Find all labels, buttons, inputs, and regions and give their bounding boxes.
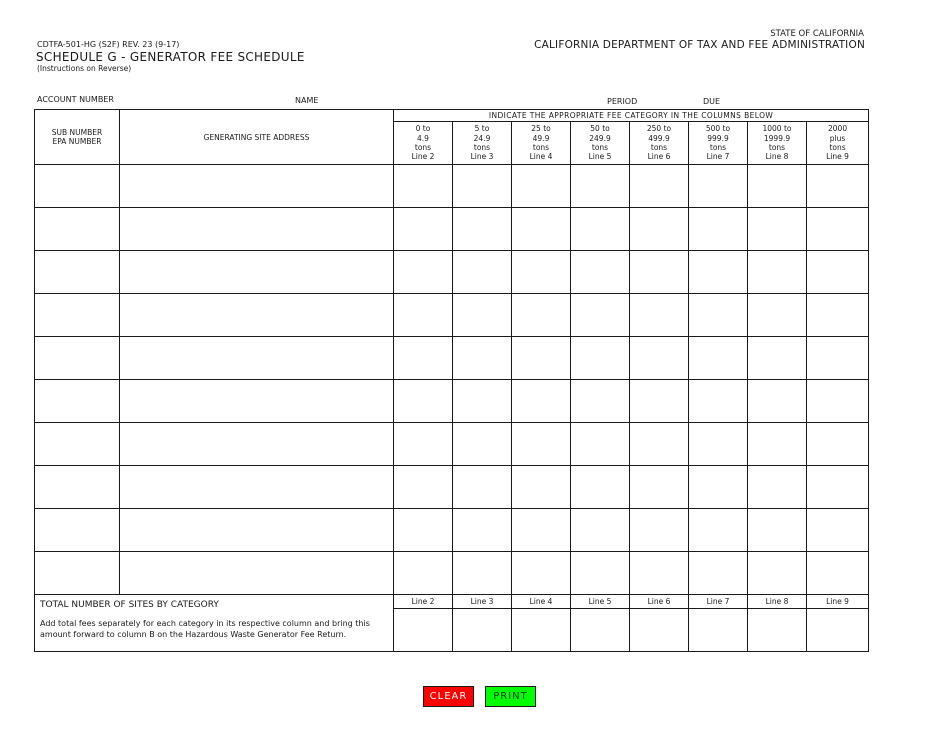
category-header-2 [394, 122, 453, 165]
sub-epa-number-field[interactable] [35, 380, 120, 423]
category-header-text: 250 to [646, 124, 672, 134]
category-9-field[interactable] [807, 208, 869, 251]
sub-epa-number-field[interactable] [35, 294, 120, 337]
category-9-field[interactable] [807, 251, 869, 294]
category-header-text: 50 to [590, 124, 610, 134]
category-header-text: tons [768, 143, 786, 152]
state-label: STATE OF CALIFORNIA [770, 29, 864, 39]
category-4-field[interactable] [512, 509, 571, 552]
site-address-field[interactable] [120, 337, 394, 380]
category-5-field[interactable] [571, 552, 630, 595]
category-6-field[interactable] [630, 251, 689, 294]
site-row [35, 509, 869, 552]
category-heading: INDICATE THE APPROPRIATE FEE CATEGORY IN THE COLUMNS BELOW [394, 110, 869, 122]
category-7-field[interactable] [689, 423, 748, 466]
category-header-text: Line 4 [529, 152, 553, 162]
form-code: CDTFA-501-HG (S2F) REV. 23 (9-17) [37, 40, 180, 49]
category-5-field[interactable] [571, 380, 630, 423]
total-category-8-field[interactable] [748, 609, 807, 652]
category-9-field[interactable] [807, 165, 869, 208]
name-label: NAME [295, 96, 319, 105]
category-header-text: 0 to [415, 124, 431, 134]
site-address-field[interactable] [120, 466, 394, 509]
category-header-text: tons [532, 143, 550, 152]
category-4-field[interactable] [512, 423, 571, 466]
sub-number-header: SUB NUMBER [51, 128, 103, 137]
total-category-4-field[interactable] [512, 609, 571, 652]
category-header-text: 249.9 [589, 133, 611, 143]
site-row [35, 552, 869, 595]
category-2-field[interactable] [394, 380, 453, 423]
category-9-field[interactable] [807, 423, 869, 466]
category-8-field[interactable] [748, 294, 807, 337]
total-line-label: Line 7 [689, 595, 748, 609]
category-5-field[interactable] [571, 423, 630, 466]
category-6-field[interactable] [630, 208, 689, 251]
sub-epa-number-field[interactable] [35, 509, 120, 552]
site-address-field[interactable] [120, 552, 394, 595]
category-4-field[interactable] [512, 337, 571, 380]
category-header-3 [453, 122, 512, 165]
category-header-text: 4.9 [417, 133, 429, 143]
total-line-label: Line 2 [394, 595, 453, 609]
total-category-3-field[interactable] [453, 609, 512, 652]
category-5-field[interactable] [571, 251, 630, 294]
category-3-field[interactable] [453, 466, 512, 509]
category-2-field[interactable] [394, 509, 453, 552]
sub-epa-header [35, 110, 120, 165]
sub-epa-number-field[interactable] [35, 466, 120, 509]
sub-epa-number-field[interactable] [35, 552, 120, 595]
category-5-field[interactable] [571, 509, 630, 552]
category-2-field[interactable] [394, 294, 453, 337]
category-4-field[interactable] [512, 165, 571, 208]
category-3-field[interactable] [453, 165, 512, 208]
clear-button[interactable]: CLEAR [423, 686, 474, 707]
category-9-field[interactable] [807, 552, 869, 595]
category-header-text: 49.9 [532, 133, 550, 143]
category-9-field[interactable] [807, 466, 869, 509]
category-5-field[interactable] [571, 466, 630, 509]
category-header-text: 499.9 [648, 133, 670, 143]
department-label: CALIFORNIA DEPARTMENT OF TAX AND FEE ADMINISTRATION [534, 39, 865, 51]
category-4-field[interactable] [512, 294, 571, 337]
print-button[interactable]: PRINT [485, 686, 536, 707]
category-header-text: 500 to [705, 124, 731, 134]
total-category-2-field[interactable] [394, 609, 453, 652]
total-line-label: Line 3 [453, 595, 512, 609]
category-header-8 [748, 122, 807, 165]
category-2-field[interactable] [394, 165, 453, 208]
category-7-field[interactable] [689, 337, 748, 380]
category-header-7 [689, 122, 748, 165]
category-header-text: Line 3 [470, 152, 494, 162]
category-3-field[interactable] [453, 337, 512, 380]
total-line-label: Line 4 [512, 595, 571, 609]
sub-epa-number-field[interactable] [35, 251, 120, 294]
category-7-field[interactable] [689, 294, 748, 337]
category-header-text: 5 to [474, 124, 490, 134]
site-row [35, 165, 869, 208]
category-5-field[interactable] [571, 337, 630, 380]
total-category-6-field[interactable] [630, 609, 689, 652]
category-2-field[interactable] [394, 423, 453, 466]
category-6-field[interactable] [630, 509, 689, 552]
total-sites-title: TOTAL NUMBER OF SITES BY CATEGORY [40, 600, 219, 610]
category-8-field[interactable] [748, 337, 807, 380]
category-9-field[interactable] [807, 294, 869, 337]
category-8-field[interactable] [748, 208, 807, 251]
site-row [35, 337, 869, 380]
category-8-field[interactable] [748, 251, 807, 294]
category-header-text: Line 6 [647, 152, 671, 162]
period-label: PERIOD [607, 97, 638, 106]
category-header-text: Line 7 [706, 152, 730, 162]
sub-epa-number-field[interactable] [35, 165, 120, 208]
category-5-field[interactable] [571, 294, 630, 337]
category-6-field[interactable] [630, 466, 689, 509]
category-header-text: 999.9 [707, 133, 729, 143]
category-3-field[interactable] [453, 208, 512, 251]
category-header-text: tons [829, 143, 846, 152]
category-header-text: 1000 to [762, 124, 792, 134]
total-line-label: Line 6 [630, 595, 689, 609]
category-3-field[interactable] [453, 423, 512, 466]
category-header-text: Line 9 [826, 152, 849, 162]
sub-epa-number-field[interactable] [35, 337, 120, 380]
site-address-field[interactable] [120, 423, 394, 466]
category-header-text: tons [709, 143, 727, 152]
category-header-text: tons [591, 143, 609, 152]
category-4-field[interactable] [512, 380, 571, 423]
due-label: DUE [703, 97, 721, 106]
site-address-field[interactable] [120, 165, 394, 208]
account-number-label: ACCOUNT NUMBER [37, 95, 114, 104]
category-9-field[interactable] [807, 380, 869, 423]
category-3-field[interactable] [453, 294, 512, 337]
fee-schedule-table [34, 109, 869, 652]
category-4-field[interactable] [512, 552, 571, 595]
total-sites-note: Add total fees separately for each category in its respective column and bring this amount forward to column B on the Hazardous Waste Generator Fee Return. [40, 619, 370, 639]
category-header-text: Line 2 [411, 152, 435, 162]
site-address-header: GENERATING SITE ADDRESS [120, 110, 394, 165]
instructions-note: (Instructions on Reverse) [37, 64, 132, 73]
site-row [35, 423, 869, 466]
category-2-field[interactable] [394, 337, 453, 380]
category-4-field[interactable] [512, 251, 571, 294]
category-header-text: tons [473, 143, 491, 152]
total-sites-label [35, 595, 394, 652]
category-header-text: tons [650, 143, 668, 152]
category-8-field[interactable] [748, 552, 807, 595]
total-category-7-field[interactable] [689, 609, 748, 652]
category-header-text: 2000 [828, 124, 848, 134]
category-7-field[interactable] [689, 165, 748, 208]
category-7-field[interactable] [689, 251, 748, 294]
site-row [35, 208, 869, 251]
category-5-field[interactable] [571, 165, 630, 208]
category-header-9 [807, 122, 869, 165]
category-8-field[interactable] [748, 466, 807, 509]
category-9-field[interactable] [807, 337, 869, 380]
category-4-field[interactable] [512, 466, 571, 509]
total-line-label: Line 9 [807, 595, 869, 609]
category-9-field[interactable] [807, 509, 869, 552]
site-address-field[interactable] [120, 380, 394, 423]
category-7-field[interactable] [689, 509, 748, 552]
total-line-label: Line 5 [571, 595, 630, 609]
total-category-5-field[interactable] [571, 609, 630, 652]
category-8-field[interactable] [748, 509, 807, 552]
category-4-field[interactable] [512, 208, 571, 251]
category-2-field[interactable] [394, 552, 453, 595]
category-6-field[interactable] [630, 337, 689, 380]
category-header-text: plus [829, 133, 846, 143]
category-3-field[interactable] [453, 380, 512, 423]
category-header-text: Line 8 [765, 152, 789, 162]
category-header-text: 24.9 [473, 133, 491, 143]
site-row [35, 380, 869, 423]
category-header-4 [512, 122, 571, 165]
category-7-field[interactable] [689, 380, 748, 423]
category-6-field[interactable] [630, 165, 689, 208]
site-address-field[interactable] [120, 509, 394, 552]
category-8-field[interactable] [748, 380, 807, 423]
site-row [35, 251, 869, 294]
category-2-field[interactable] [394, 251, 453, 294]
category-7-field[interactable] [689, 552, 748, 595]
category-6-field[interactable] [630, 423, 689, 466]
category-header-text: 25 to [531, 124, 551, 134]
category-7-field[interactable] [689, 208, 748, 251]
category-header-text: tons [414, 143, 432, 152]
category-header-text: 1999.9 [763, 133, 791, 143]
category-2-field[interactable] [394, 466, 453, 509]
category-8-field[interactable] [748, 165, 807, 208]
site-address-field[interactable] [120, 251, 394, 294]
category-header-6 [630, 122, 689, 165]
sub-epa-number-field[interactable] [35, 208, 120, 251]
site-address-field[interactable] [120, 294, 394, 337]
category-8-field[interactable] [748, 423, 807, 466]
epa-number-header: EPA NUMBER [52, 137, 102, 146]
category-header-5 [571, 122, 630, 165]
total-line-label: Line 8 [748, 595, 807, 609]
site-row [35, 294, 869, 337]
category-3-field[interactable] [453, 251, 512, 294]
category-5-field[interactable] [571, 208, 630, 251]
category-3-field[interactable] [453, 509, 512, 552]
total-category-9-field[interactable] [807, 609, 869, 652]
site-address-field[interactable] [120, 208, 394, 251]
form-title: SCHEDULE G - GENERATOR FEE SCHEDULE [36, 50, 305, 64]
category-3-field[interactable] [453, 552, 512, 595]
site-row [35, 466, 869, 509]
category-7-field[interactable] [689, 466, 748, 509]
category-6-field[interactable] [630, 380, 689, 423]
category-header-text: Line 5 [588, 152, 612, 162]
category-6-field[interactable] [630, 294, 689, 337]
category-6-field[interactable] [630, 552, 689, 595]
sub-epa-number-field[interactable] [35, 423, 120, 466]
category-2-field[interactable] [394, 208, 453, 251]
